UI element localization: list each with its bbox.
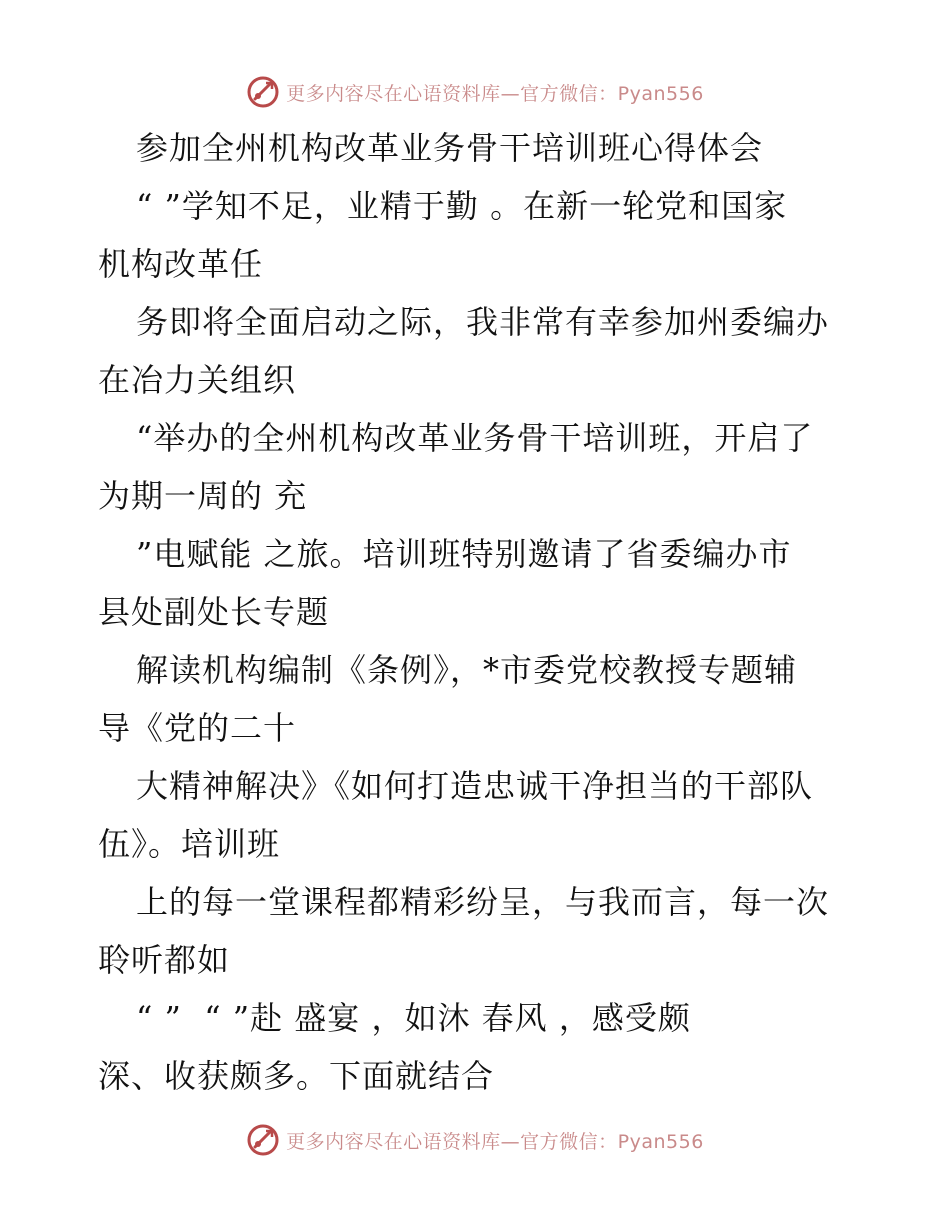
watermark-text: 更多内容尽在心语资料库—官方微信：Pyan556	[286, 1130, 704, 1153]
text-line: 导《党的二十	[98, 709, 297, 747]
text-line: 为期一周的 充	[98, 477, 308, 515]
text-line: 深、收获颇多。下面就结合	[98, 1057, 495, 1095]
text-line: 大精神解决》《如何打造忠诚干净担当的干部队	[136, 767, 814, 805]
logo-icon	[246, 1123, 280, 1157]
text-line: “举办的全州机构改革业务骨干培训班，开启了	[136, 419, 814, 457]
text-line: 聆听都如	[98, 941, 231, 979]
text-line: 上的每一堂课程都精彩纷呈，与我而言，每一次	[136, 883, 830, 921]
text-line: “ ” “ ”赴 盛宴 ，如沐 春风 ，感受颇	[136, 999, 691, 1037]
text-line: “ ”学知不足，业精于勤 。在新一轮党和国家	[136, 187, 788, 225]
text-line: 县处副处长专题	[98, 593, 330, 631]
text-line: 在冶力关组织	[98, 361, 297, 399]
text-line: ”电赋能 之旅。培训班特别邀请了省委编办市	[136, 535, 792, 573]
document-title: 参加全州机构改革业务骨干培训班心得体会	[136, 129, 764, 167]
text-line: 机构改革任	[98, 245, 264, 283]
footer-watermark	[0, 1120, 950, 1160]
text-line: 解读机构编制《条例》，*市委党校教授专题辅	[136, 651, 798, 689]
watermark-text: 更多内容尽在心语资料库—官方微信：Pyan556	[286, 82, 704, 105]
text-line: 伍》。培训班	[98, 825, 281, 863]
header-watermark	[0, 72, 950, 112]
logo-icon	[246, 75, 280, 109]
text-line: 务即将全面启动之际，我非常有幸参加州委编办	[136, 303, 830, 341]
